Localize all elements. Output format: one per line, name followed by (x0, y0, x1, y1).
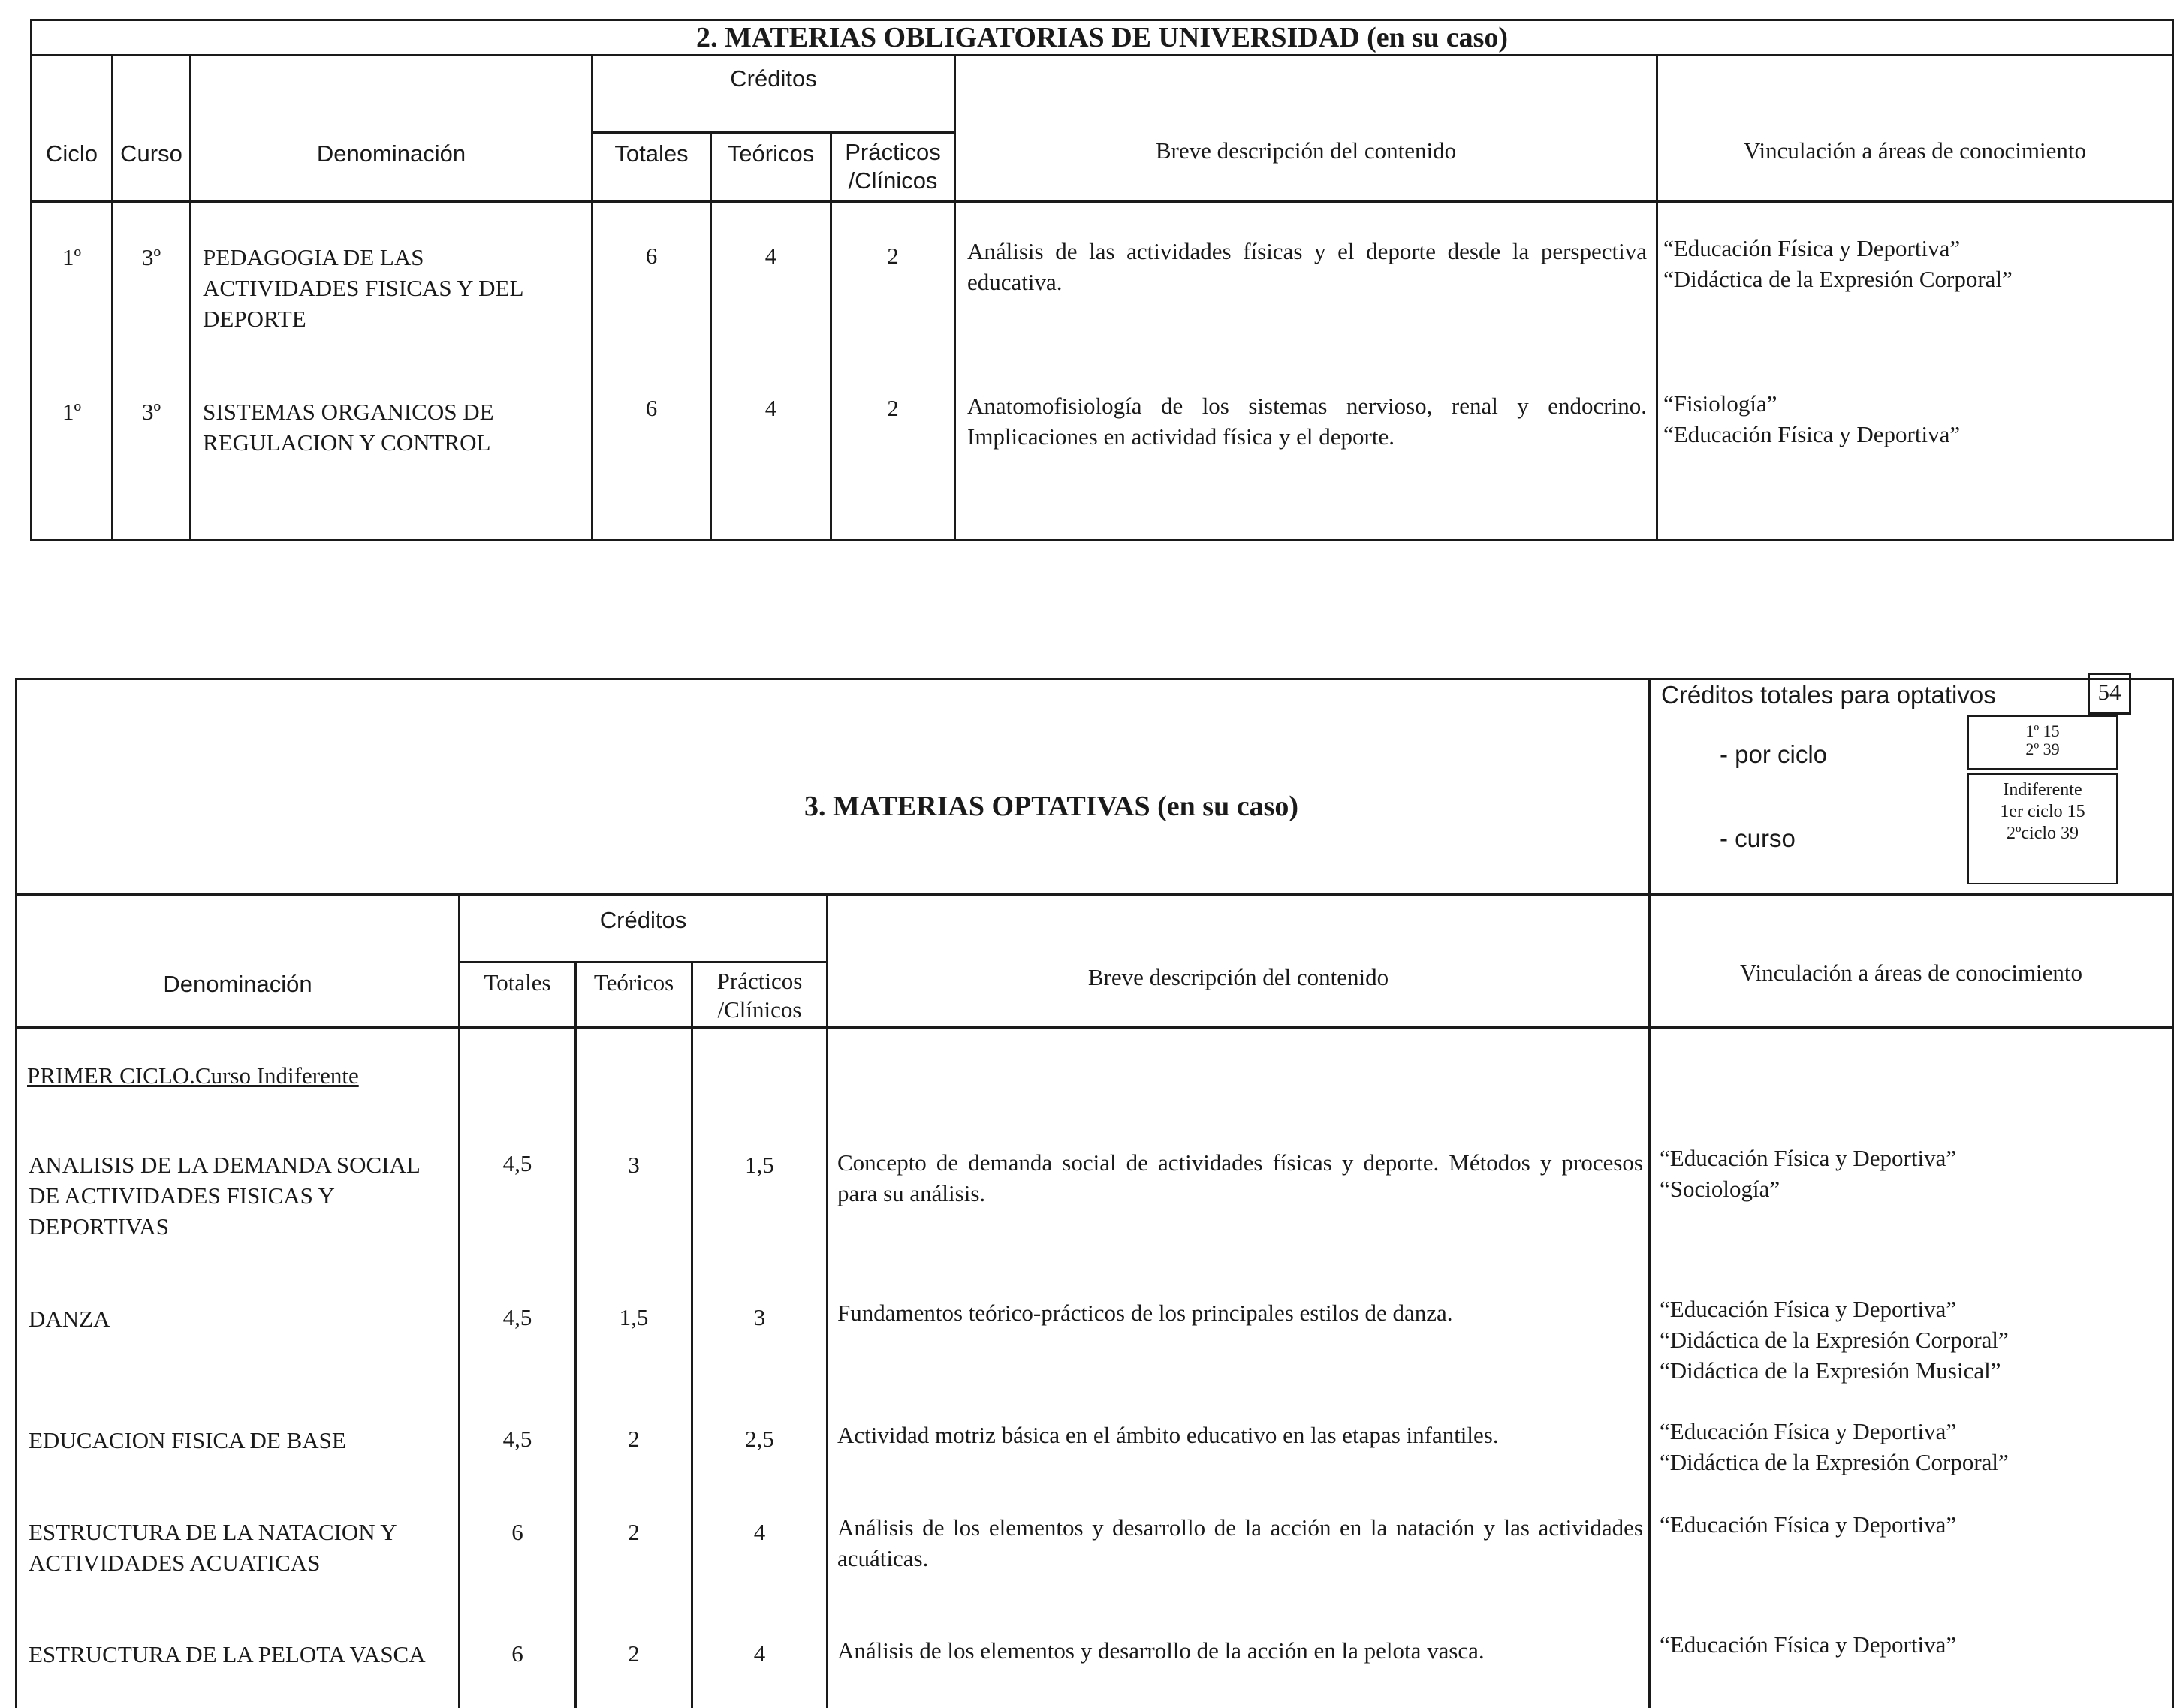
header-descripcion: Breve descripción del contenido (1087, 964, 1389, 990)
creditos-totales-label: Créditos totales para optativos (1661, 681, 1996, 709)
cell-totales: 6 (511, 1519, 523, 1545)
cell-curso: 3º (141, 244, 161, 270)
cell-vinculacion: “Educación Física y Deportiva” (1660, 1631, 1957, 1658)
cell-totales: 4,5 (502, 1426, 532, 1452)
cell-denominacion: SISTEMAS ORGANICOS DE REGULACION Y CONTROL (203, 399, 494, 456)
cell-practicos: 2 (887, 242, 899, 269)
cell-teoricos: 4 (764, 395, 777, 421)
cell-vinculacion: “Educación Física y Deportiva” “Sociología” (1660, 1145, 1957, 1202)
section-2-title: 2. MATERIAS OBLIGATORIAS DE UNIVERSIDAD (en su caso) (695, 22, 1509, 53)
header-creditos: Créditos (599, 907, 687, 933)
cell-teoricos: 2 (628, 1519, 640, 1545)
header-totales: Totales (614, 140, 689, 167)
cell-teoricos: 4 (764, 242, 777, 269)
cell-practicos: 2,5 (745, 1426, 774, 1452)
cell-descripcion: Análisis de los elementos y desarrollo de la acción en la pelota vasca. (837, 1637, 1485, 1664)
header-denominacion: Denominación (316, 140, 466, 167)
cell-vinculacion: “Educación Física y Deportiva” (1660, 1511, 1957, 1538)
cell-vinculacion: “Educación Física y Deportiva” “Didáctica de la Expresión Corporal” “Didáctica de la Expresión Musical” (1660, 1296, 2009, 1384)
cell-curso: 3º (141, 399, 161, 425)
cell-ciclo: 1º (62, 244, 82, 270)
header-ciclo: Ciclo (46, 140, 98, 167)
header-totales: Totales (484, 969, 551, 996)
header-vinculacion: Vinculación a áreas de conocimiento (1743, 137, 2087, 164)
cell-totales: 4,5 (502, 1304, 532, 1330)
header-curso: Curso (120, 140, 182, 167)
cell-denominacion: DANZA (29, 1306, 110, 1332)
header-vinculacion: Vinculación a áreas de conocimiento (1739, 959, 2083, 986)
cell-vinculacion: “Educación Física y Deportiva” “Didáctica de la Expresión Corporal” (1663, 235, 2013, 292)
curso-label: - curso (1720, 824, 1796, 852)
cell-practicos: 4 (753, 1519, 766, 1545)
cell-denominacion: EDUCACION FISICA DE BASE (29, 1427, 346, 1453)
header-denominacion: Denominación (163, 971, 312, 997)
cell-vinculacion: “Educación Física y Deportiva” “Didáctica de la Expresión Corporal” (1660, 1418, 2009, 1475)
cell-descripcion: Concepto de demanda social de actividades físicas y deporte. Métodos y procesos para su análisis. (837, 1149, 1643, 1206)
cell-teoricos: 2 (628, 1640, 640, 1667)
cell-descripcion: Actividad motriz básica en el ámbito educativo en las etapas infantiles. (837, 1422, 1499, 1448)
cell-denominacion: ESTRUCTURA DE LA PELOTA VASCA (29, 1641, 426, 1667)
cell-descripcion: Fundamentos teórico-prácticos de los principales estilos de danza. (837, 1300, 1453, 1326)
cell-teoricos: 2 (628, 1426, 640, 1452)
creditos-totales-value: 54 (2097, 679, 2121, 705)
por-ciclo-label: - por ciclo (1720, 740, 1828, 768)
cell-denominacion: ESTRUCTURA DE LA NATACION Y ACTIVIDADES ACUATICAS (29, 1519, 397, 1576)
cell-totales: 6 (645, 395, 658, 421)
cell-descripcion: Análisis de los elementos y desarrollo de la acción en la natación y las actividades acuáticas. (837, 1514, 1643, 1571)
cell-ciclo: 1º (62, 399, 82, 425)
header-teoricos: Teóricos (593, 969, 674, 996)
cell-totales: 6 (645, 242, 658, 269)
cell-practicos: 4 (753, 1640, 766, 1667)
cell-denominacion: ANALISIS DE LA DEMANDA SOCIAL DE ACTIVIDADES FISICAS Y DEPORTIVAS (29, 1152, 420, 1240)
cell-teoricos: 3 (628, 1152, 640, 1178)
cell-practicos: 1,5 (745, 1152, 774, 1178)
cell-totales: 6 (511, 1640, 523, 1667)
header-practicos: Prácticos /Clínicos (716, 968, 803, 1023)
cell-descripcion: Análisis de las actividades físicas y el deporte desde la perspectiva educativa. (967, 238, 1647, 295)
cell-practicos: 2 (887, 395, 899, 421)
header-teoricos: Teóricos (727, 140, 815, 167)
cell-descripcion: Anatomofisiología de los sistemas nervioso, renal y endocrino. Implicaciones en actividad física y el deporte. (967, 393, 1647, 450)
cell-teoricos: 1,5 (619, 1304, 649, 1330)
por-ciclo-value: 1º 15 2º 39 (2025, 721, 2060, 758)
cell-practicos: 3 (753, 1304, 766, 1330)
subheading-primer-ciclo: PRIMER CICLO.Curso Indiferente (27, 1062, 359, 1089)
header-practicos: Prácticos /Clínicos (845, 139, 941, 194)
section-3-title: 3. MATERIAS OPTATIVAS (en su caso) (804, 791, 1299, 822)
curso-value: Indiferente 1er ciclo 15 2ºciclo 39 (2000, 780, 2085, 843)
cell-denominacion: PEDAGOGIA DE LAS ACTIVIDADES FISICAS Y DEL DEPORTE (203, 244, 523, 332)
cell-totales: 4,5 (502, 1150, 532, 1176)
cell-vinculacion: “Fisiología” “Educación Física y Deportiva” (1663, 390, 1961, 447)
header-creditos: Créditos (730, 65, 817, 92)
header-descripcion: Breve descripción del contenido (1155, 137, 1457, 164)
